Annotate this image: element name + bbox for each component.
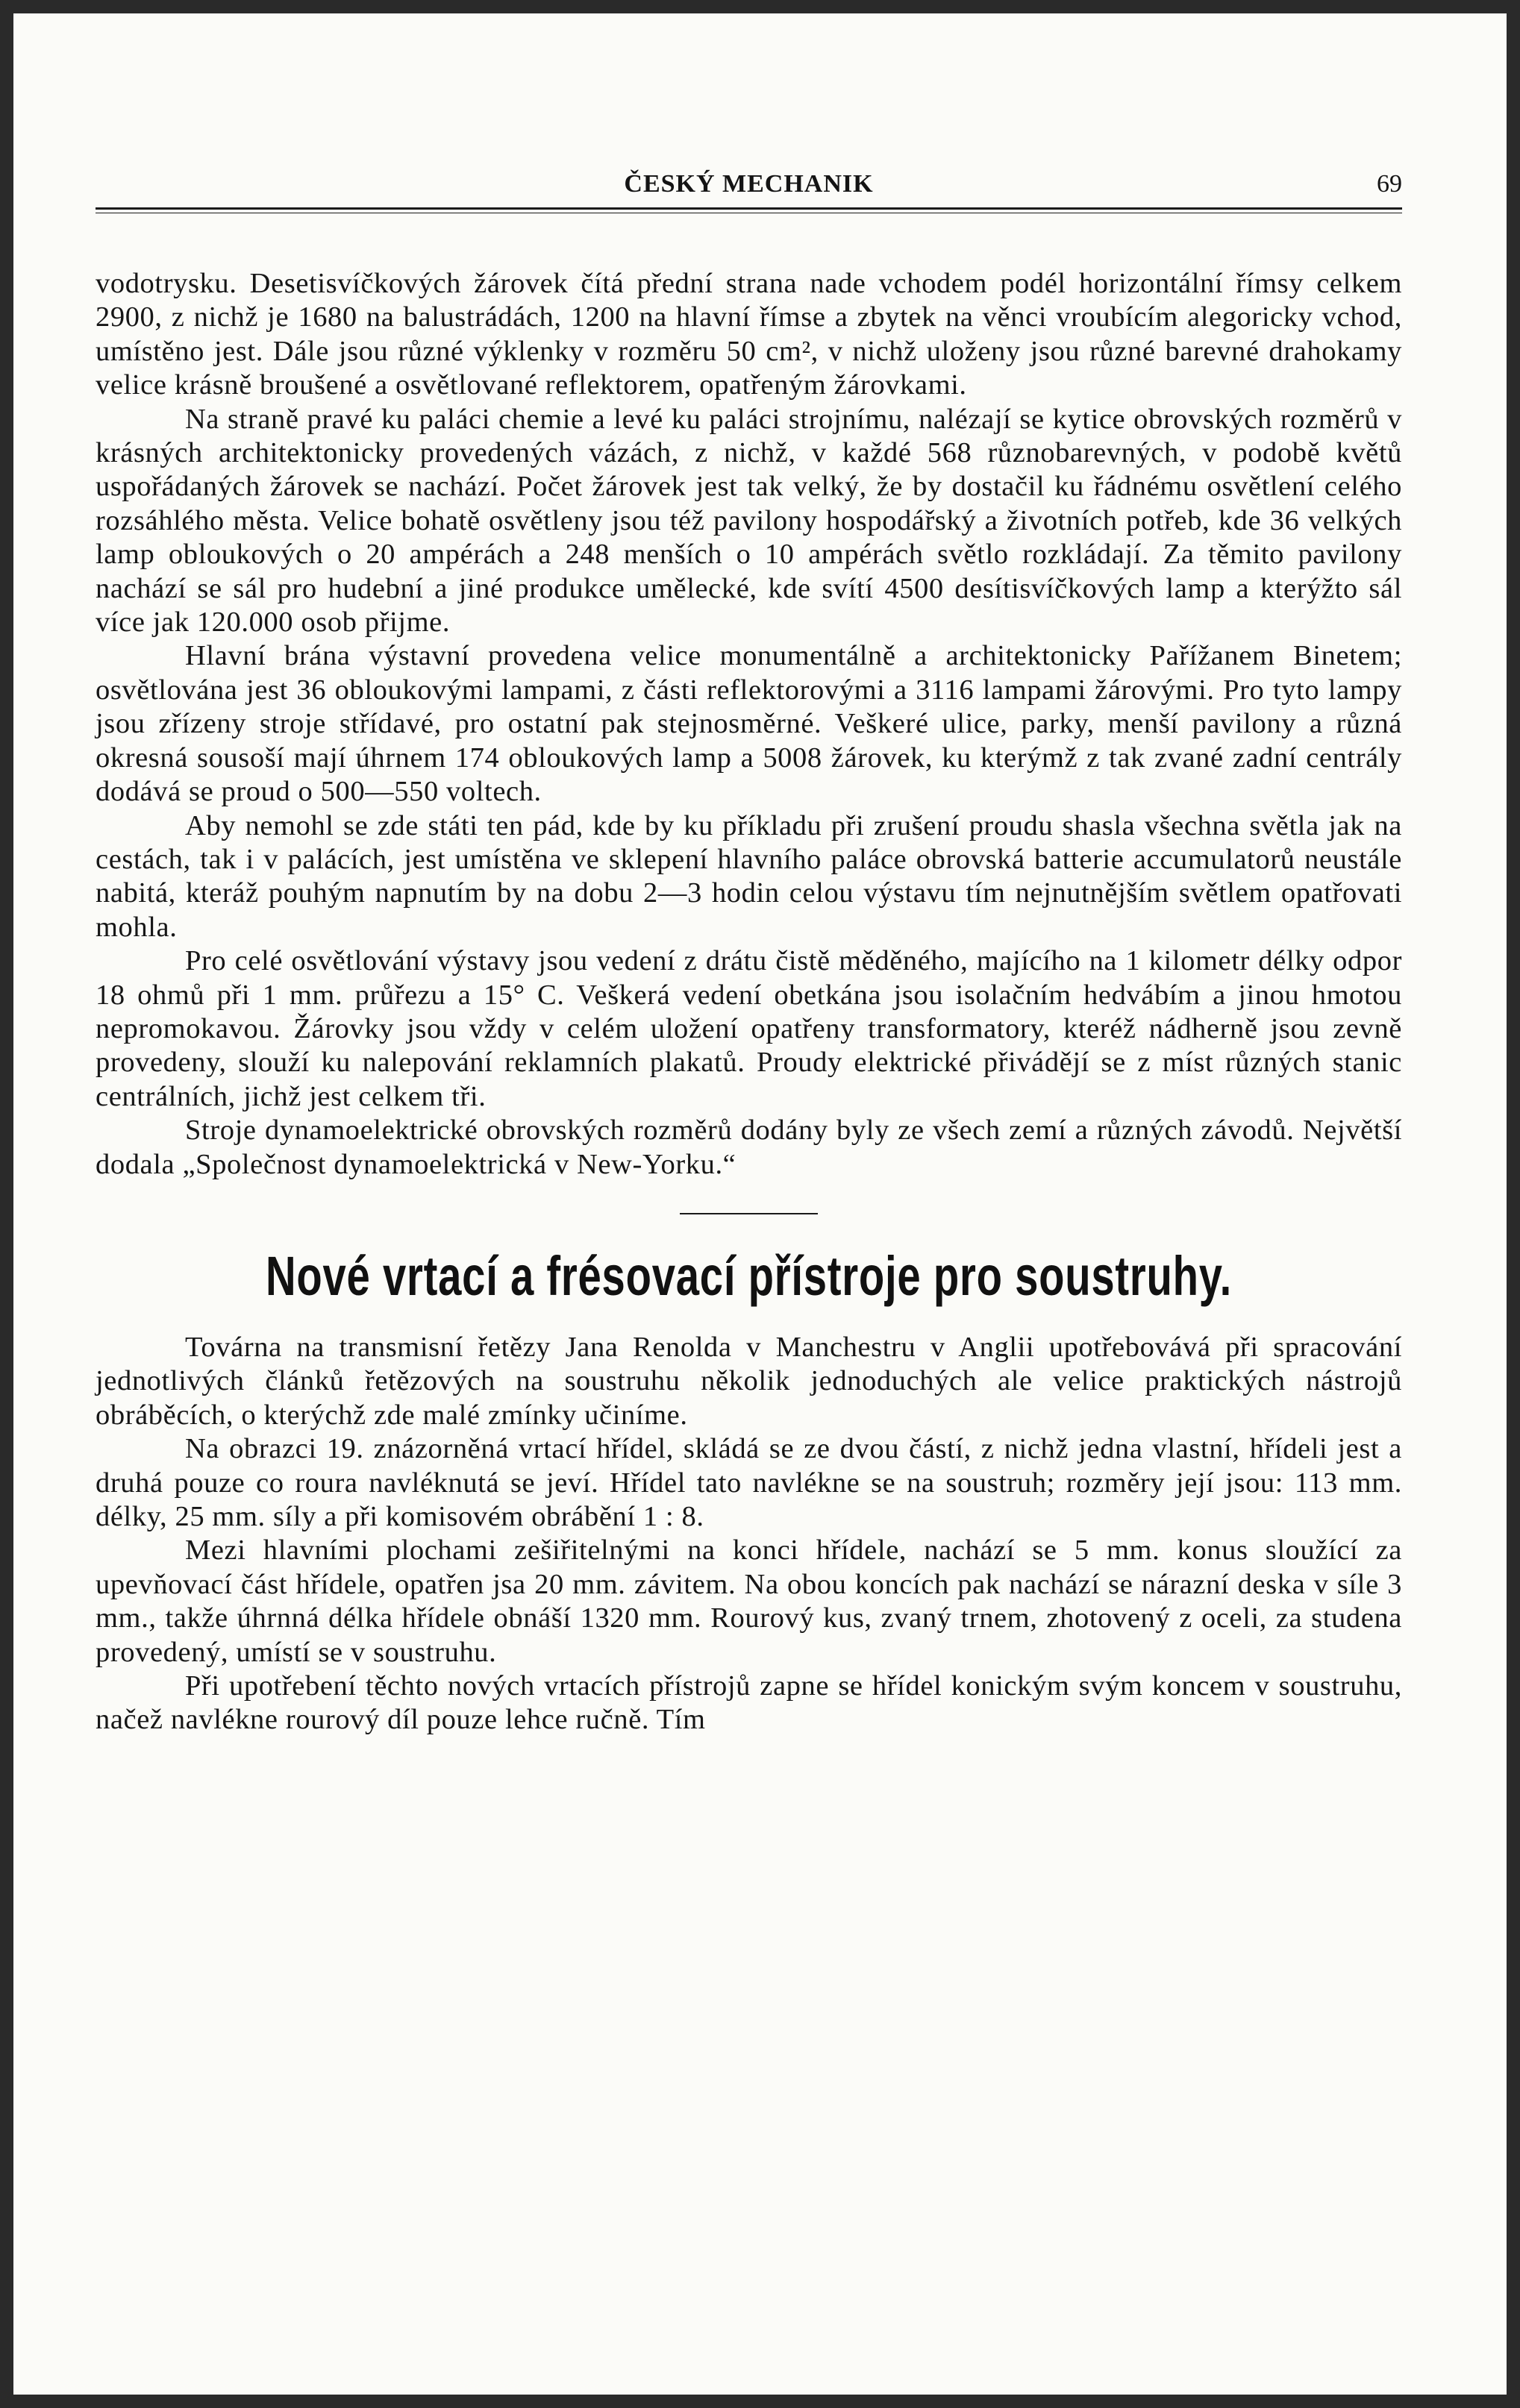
page-number: 69: [1377, 170, 1402, 198]
article-body: [96, 267, 1402, 1737]
paragraph: Na obrazci 19. znázorněná vrtací hřídel, skládá se ze dvou částí, z nichž jedna vlastní, hřídeli jest a druhá pouze co roura navléknutá se jeví. Hřídel tato navlékne se na soustruh; rozměry její jsou: 113 mm. délky, 25 mm. síly a při komisovém obrábění 1 : 8.: [96, 1433, 1402, 1532]
paragraph: vodotrysku. Desetisvíčkových žárovek čítá přední strana nade vchodem podél horizontální římsy celkem 2900, z nichž je 1680 na balustrádách, 1200 na hlavní římse a zbytek na věnci vroubícím alegoricky vchod, umístěno jest. Dále jsou různé výklenky v rozměru 50 cm², v nichž uloženy jsou různé barevné drahokamy velice krásně broušené a osvětlované reflektorem, opatřeným žárovkami.: [96, 268, 1402, 401]
section-separator: [680, 1213, 818, 1214]
paragraph: Mezi hlavními plochami zešiřitelnými na konci hřídele, nachází se 5 mm. konus sloužící za upevňovací část hřídele, opatřen jsa 20 mm. závitem. Na obou koncích pak nachází se nárazní deska v síle 3 mm., takže úhrnná délka hřídele obnáší 1320 mm. Rourový kus, zvaný trnem, zhotovený z oceli, za studena provedený, umístí se v soustruhu.: [96, 1534, 1402, 1668]
journal-title: ČESKÝ MECHANIK: [624, 170, 874, 198]
paragraph: Aby nemohl se zde státi ten pád, kde by ku příkladu při zrušení proudu shasla všechna světla jak na cestách, tak i v palácích, jest umístěna ve sklepení hlavního paláce obrovská batterie accumulatorů neustále nabitá, kteráž pouhým napnutím by na dobu 2—3 hodin celou výstavu tím nejnutnějším světlem opatřovati mohla.: [96, 809, 1402, 943]
paragraph: Stroje dynamoelektrické obrovských rozměrů dodány byly ze všech zemí a různých závodů. Největší dodala „Společnost dynamoelektrická v New-Yorku.“: [96, 1114, 1402, 1180]
paragraph: Hlavní brána výstavní provedena velice monumentálně a architektonicky Pařížanem Binetem; osvětlována jest 36 obloukovými lampami, z části reflektorovými a 3116 lampami žárovými. Pro tyto lampy jsou zřízeny stroje střídavé, pro ostatní pak stejnosměrné. Veškeré ulice, parky, menší pavilony a různá okresná sousoší mají úhrnem 174 obloukových lamp a 5008 žárovek, ku kterýmž z tak zvané zadní centrály dodává se proud o 500—550 voltech.: [96, 640, 1402, 808]
page: [13, 13, 1507, 2395]
paragraph: Při upotřebení těchto nových vrtacích přístrojů zapne se hřídel konickým svým koncem v soustruhu, načež navlékne rourový díl pouze lehce ručně. Tím: [96, 1670, 1402, 1736]
paragraph: Na straně pravé ku paláci chemie a levé ku paláci strojnímu, nalézají se kytice obrovských rozměrů v krásných architektonicky provedených vázách, z nichž, v každé 568 různobarevných, v podobě květů uspořádaných žárovek se nachází. Počet žárovek jest tak velký, že by dostačil ku řádnému osvětlení celého rozsáhlého města. Velice bohatě osvětleny jsou též pavilony hospodářský a životních potřeb, kde 36 velkých lamp obloukových o 20 ampérách a 248 menších o 10 ampérách světlo rozkládají. Za těmito pavilony nachází se sál pro hudební a jiné produkce umělecké, kde svítí 4500 desítisvíčkových lamp a kterýžto sál více jak 120.000 osob přijme.: [96, 403, 1402, 639]
section-title: Nové vrtací a frésovací přístroje pro soustruhy.: [265, 1244, 1233, 1307]
header-rule-thick: [96, 207, 1402, 210]
paragraph: Pro celé osvětlování výstavy jsou vedení z drátu čistě měděného, majícího na 1 kilometr délky odpor 18 ohmů při 1 mm. průřezu a 15° C. Veškerá vedení obetkána jsou isolačním hedvábím a jinou hmotou nepromokavou. Žárovky jsou vždy v celém uložení opatřeny transformatory, kteréž nádherně jsou zevně provedeny, slouží ku nalepování reklamních plakatů. Proudy elektrické přivádějí se z míst různých stanic centrálních, jichž jest celkem tři.: [96, 945, 1402, 1112]
paragraph: Továrna na transmisní řetězy Jana Renolda v Manchestru v Anglii upotřebovává při spracování jednotlivých článků řetězových na soustruhu několik jednoduchých ale velice praktických nástrojů obráběcích, o kterýchž zde malé zmínky učiníme.: [96, 1331, 1402, 1431]
running-header: [96, 170, 1402, 215]
